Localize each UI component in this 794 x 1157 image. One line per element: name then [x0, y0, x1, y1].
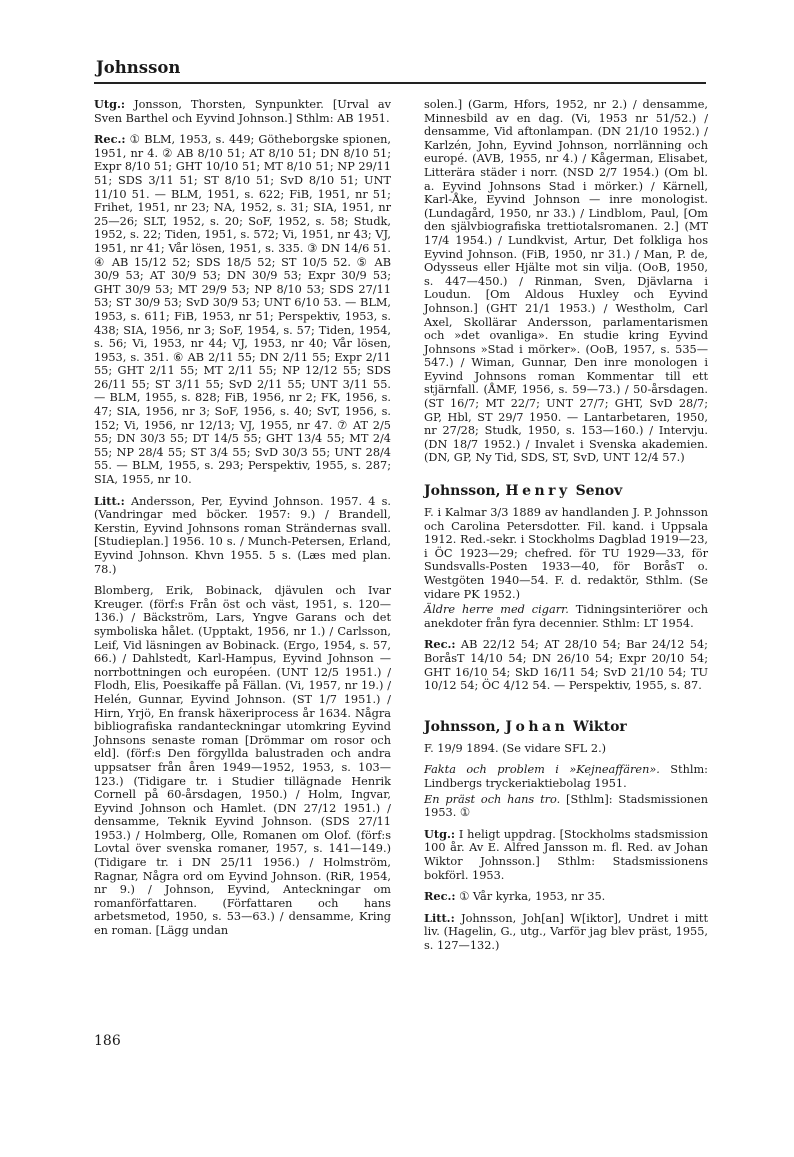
entry-litt: [424, 912, 708, 953]
utg-text: Jonsson, Thorsten, Synpunkter. [Urval av Sven Barthel och Eyvind Johnson.] Sthlm: AB 1951.: [94, 98, 391, 125]
rec-label: Rec.:: [94, 132, 126, 147]
entry-heading-johan: [424, 719, 708, 735]
utg-paragraph: [94, 98, 391, 125]
entry-rec: [424, 638, 708, 692]
entry-surname: Johnsson,: [424, 483, 501, 500]
utg-label: Utg.:: [94, 97, 126, 111]
litt-label: Litt.:: [424, 910, 455, 925]
rec-text: ① Vår kyrka, 1953, nr 35.: [455, 890, 606, 904]
entry-rec: [424, 890, 708, 904]
entry-surname: Johnsson,: [424, 718, 501, 735]
utg-label: Utg.:: [424, 826, 456, 841]
rec-text: AB 22/12 54; AT 28/10 54; Bar 24/12 54; BoråsT 14/10 54; DN 26/10 54; Expr 20/10 54; GHT 16/10 54; SkD 16/11 54; SvD 21/10 54; TU 10/12 54; ÖC 4/12 54. — Perspektiv, 1955, s. 87.: [424, 638, 708, 693]
litt-label: Litt.:: [94, 493, 125, 508]
entry-bio: F. 19/9 1894. (Se vidare SFL 2.): [424, 741, 607, 755]
litt-continuation: Blomberg, Erik, Bobinack, djävulen och Ivar Kreuger. (förf:s Från öst och väst, 1951, s. 120—136.) / Bäckström, Lars, Yngve Garans och det symboliska hålet. (Upptakt, 1956, nr 1.) / Carlsson, Leif, Vid läsningen av Bobinack. (Ergo, 1954, s. 57, 66.) / Dahlstedt, Karl-Hampus, Eyvind Johnson — norrbottningen och européen. (UNT 12/5 1951.) / Flodh, Elis, Poesikaffe på Fällan. (Vi, 1957, nr 19.) / Helén, Gunnar, Eyvind Johnson. (ST 1/7 1951.) / Hirn, Yrjö, En fransk häxeriprocess år 1634. Några bibliografiska randanteckningar utomkring Eyvind Johnsons senaste roman [Drömmar om rosor och eld]. (förf:s Den förgyllda balustraden och andra uppsatser från åren 1949—1952, 1953, s. 103—123.) (Tidigare tr. i Studier tillägnade Henrik Cornell på 60-årsdagen, 1950.) / Holm, Ingvar, Eyvind Johnson och Hamlet. (DN 27/12 1951.) / densamme, Teknik Eyvind Johnson. (SDS 27/11 1953.) / Holmberg, Olle, Romanen om Olof. (förf:s Lovtal över svenska romaner, 1957, s. 141—149.) (Tidigare tr. i DN 25/11 1956.) / Holmström, Ragnar, Några ord om Eyvind Johnson. (RiR, 1954, nr 9.) / Johnson, Eyvind, Anteckningar om romanförfattaren. (Författaren och hans arbetsmetod, 1950, s. 53—63.) / densamme, Kring en roman. [Lägg undan: [94, 584, 391, 938]
page-number: 186: [94, 1033, 121, 1049]
work-text: [Sthlm]: Stadsmissionen 1953. ①: [424, 792, 708, 820]
entry-work: [424, 793, 708, 820]
rec-text: ① BLM, 1953, s. 449; Götheborgske spionen, 1951, nr 4. ② AB 8/10 51; AT 8/10 51; DN 8/10 51; Expr 8/10 51; GHT 10/10 51; MT 8/10 51; NP 29/11 51; SDS 3/11 51; ST 8/10 51; SvD 8/10 51; UNT 11/10 51. — BLM, 1951, s. 622; FiB, 1951, nr 51; Frihet, 1951, nr 23; NA, 1952, s. 31; SIA, 1951, nr 25—26; SLT, 1952, s. 20; SoF, 1952, s. 58; Studk, 1952, s. 22; Tiden, 1951, s. 572; Vi, 1951, nr 43; VJ, 1951, nr 41; Vår lösen, 1951, s. 335. ③ DN 14/6 51. ④ AB 15/12 52; SDS 18/5 52; ST 10/5 52. ⑤ AB 30/9 53; AT 30/9 53; DN 30/9 53; Expr 30/9 53; GHT 30/9 53; MT 29/9 53; NP 8/10 53; SDS 27/11 53; ST 30/9 53; SvD 30/9 53; UNT 6/10 53. — BLM, 1953, s. 611; FiB, 1953, nr 51; Perspektiv, 1953, s. 438; SIA, 1956, nr 3; SoF, 1954, s. 57; Tiden, 1954, s. 56; Vi, 1953, nr 44; VJ, 1953, nr 40; Vår lösen, 1953, s. 351. ⑥ AB 2/11 55; DN 2/11 55; Expr 2/11 55; GHT 2/11 55; MT 2/11 55; NP 12/12 55; SDS 26/11 55; ST 3/11 55; SvD 2/11 55; UNT 3/11 55. — BLM, 1955, s. 828; FiB, 1956, nr 2; FK, 1956, s. 47; SIA, 1956, nr 3; SoF, 1956, s. 40; SvT, 1956, s. 152; Vi, 1956, nr 12/13; VJ, 1955, nr 47. ⑦ AT 2/5 55; DN 30/3 55; DT 14/5 55; GHT 13/4 55; MT 2/4 55; NP 28/4 55; ST 3/4 55; SvD 30/3 55; UNT 28/4 55. — BLM, 1955, s. 293; Perspektiv, 1955, s. 287; SIA, 1955, nr 10.: [94, 133, 391, 487]
right-column: [424, 98, 708, 960]
work-text: Sthlm: Lindbergs tryckeriaktiebolag 1951.: [424, 763, 708, 790]
entry-rest: Wiktor: [573, 718, 627, 735]
utg-text: I heligt uppdrag. [Stockholms stadsmission 100 år. Av E. Alfred Jansson m. fl. Red. av Johan Wiktor Johnsson.] Sthlm: Stadsmissionens bokförl. 1953.: [424, 827, 708, 882]
entry-work: [424, 603, 708, 630]
running-head: Johnsson: [96, 58, 181, 77]
header-rule: [94, 82, 706, 84]
work-text: Tidningsinteriörer och anekdoter från fyra decennier. Sthlm: LT 1954.: [424, 603, 709, 630]
litt-text: Andersson, Per, Eyvind Johnson. 1957. 4 s. (Vandringar med böcker. 1957: 9.) / Brandell, Kerstin, Eyvind Johnsons roman Strändernas svall. [Studieplan.] 1956. 10 s. / Munch-Petersen, Erland, Eyvind Johnson. Khvn 1955. 5 s. (Læs med plan. 78.): [94, 494, 391, 576]
entry-heading-henry: [424, 483, 708, 499]
litt-continuation-right: solen.] (Garm, Hfors, 1952, nr 2.) / densamme, Minnesbild av en dag. (Vi, 1953 nr 51/52.) / densamme, Vid aftonlampan. (DN 21/10 1952.) / Karlzén, John, Eyvind Johnson, norrlänning och europé. (AVB, 1955, nr 4.) / Kågerman, Elisabet, Litterära städer i norr. (NSD 2/7 1954.) (Om bl. a. Eyvind Johnsons Stad i mörker.) / Kärnell, Karl-Åke, Eyvind Johnson — inre monologist. (Lundagård, 1950, nr 33.) / Lindblom, Paul, [Om den självbiografiska trettiotalsromanen. 2.] (MT 17/4 1954.) / Lundkvist, Artur, Det folkliga hos Eyvind Johnson. (FiB, 1950, nr 31.) / Man, P. de, Odysseus eller Hjälte mot sin vilja. (OoB, 1950, s. 447—450.) / Rinman, Sven, Djävlarna i Loudun. [Om Aldous Huxley och Eyvind Johnson.] (GHT 21/1 1953.) / Westholm, Carl Axel, Skollärar Andersson, parlamentarismen och »det ovanliga». En studie kring Eyvind Johnsons »Stad i mörker». (OoB, 1957, s. 535—547.) / Wiman, Gunnar, Den inre monologen i Eyvind Johnsons roman Kommentar till ett stjärnfall. (ÅMF, 1956, s. 59—73.) / 50-årsdagen. (ST 16/7; MT 22/7; UNT 27/7; GHT, SvD 28/7; GP, Hbl, ST 29/7 1950. — Lantarbetaren, 1950, nr 27/28; Studk, 1950, s. 153—160.) / Intervju. (DN 18/7 1952.) / Invalet i Svenska akademien. (DN, GP, Ny Tid, SDS, ST, SvD, UNT 12/4 57.): [424, 98, 708, 465]
work-title: Äldre herre med cigarr.: [424, 603, 569, 617]
entry-utg: [424, 828, 708, 882]
work-title: Fakta och problem i »Kejneaffären».: [424, 763, 660, 777]
page-header: [94, 58, 706, 84]
entry-forename: Johan: [505, 718, 569, 735]
litt-paragraph: [94, 495, 391, 577]
litt-text: Johnsson, Joh[an] W[iktor], Undret i mitt liv. (Hagelin, G., utg., Varför jag blev präst, 1955, s. 127—132.): [424, 911, 708, 952]
rec-label: Rec.:: [424, 889, 456, 904]
entry-bio: F. i Kalmar 3/3 1889 av handlanden J. P. Johnsson och Carolina Petersdotter. Fil. kand. i Uppsala 1912. Red.-sekr. i Stockholms Dagblad 1919—23, i ÖC 1923—29; chefred. för TU 1929—33, för Sundsvalls-Posten 1933—40, för BoråsT o. Westgöten 1940—54. F. d. redaktör, Sthlm. (Se vidare PK 1952.): [424, 506, 708, 601]
left-column: [94, 98, 391, 946]
rec-label: Rec.:: [424, 637, 456, 652]
entry-work: [424, 763, 708, 790]
entry-rest: Senov: [575, 483, 623, 500]
work-title: En präst och hans tro.: [424, 792, 561, 806]
entry-forename: Henry: [505, 483, 571, 500]
rec-paragraph: [94, 133, 391, 486]
